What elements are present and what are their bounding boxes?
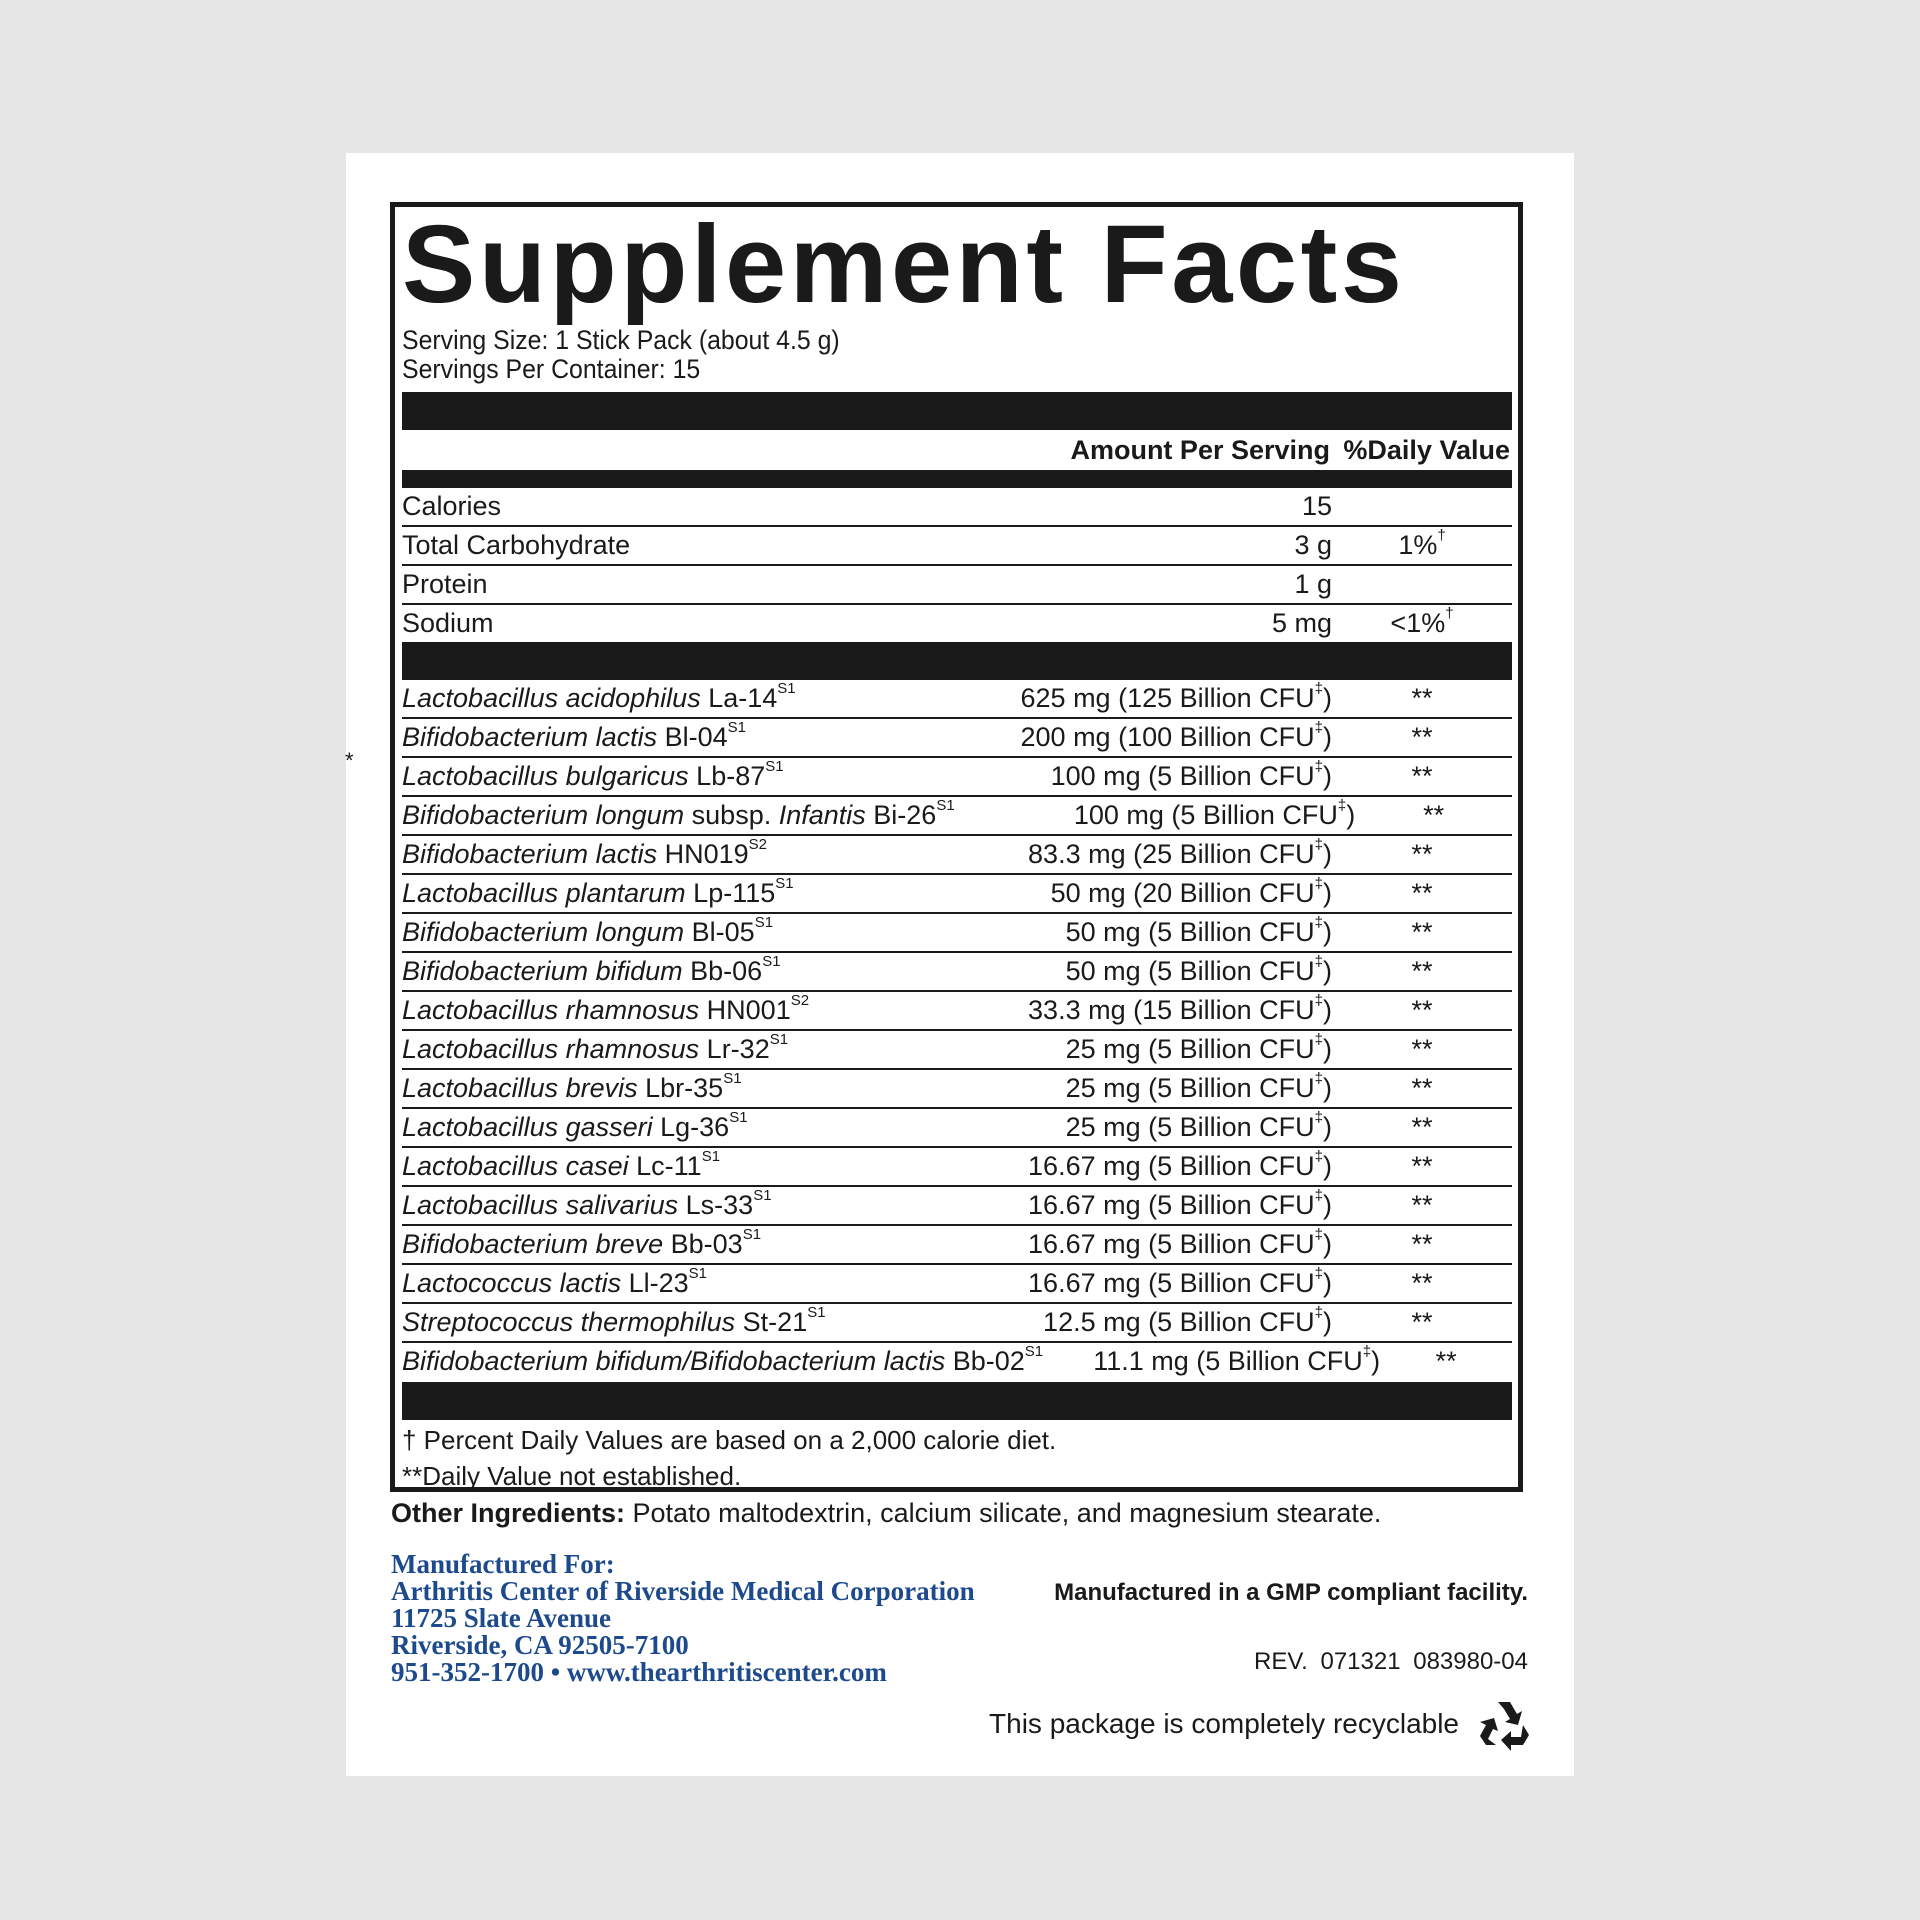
strain-source-mark: S1	[742, 1226, 762, 1243]
cfu-mark: ‡	[1337, 797, 1347, 814]
amount-per-serving-header: Amount Per Serving	[1070, 434, 1330, 465]
probiotic-strain: Lg-36	[652, 1112, 730, 1142]
probiotic-daily-value: **	[1411, 839, 1433, 869]
manufacturer-contact: 951-352-1700 • www.thearthritiscenter.com	[391, 1657, 887, 1687]
closing-paren: )	[1323, 839, 1332, 869]
probiotic-row	[402, 1187, 1512, 1226]
probiotic-species: Lactobacillus casei	[402, 1151, 629, 1181]
probiotic-row	[402, 836, 1512, 875]
probiotic-amount-text: 25 mg (5 Billion CFU	[1065, 1034, 1315, 1064]
cfu-mark: ‡	[1314, 1109, 1323, 1126]
probiotic-amount	[872, 1304, 1332, 1338]
probiotic-strain: Lbr-35	[637, 1073, 724, 1103]
probiotic-name	[402, 1304, 872, 1338]
strain-source-mark: S1	[807, 1304, 826, 1321]
probiotic-species: Bifidobacterium breve	[402, 1229, 664, 1259]
probiotic-amount-text: 11.1 mg (5 Billion CFU	[1093, 1346, 1363, 1376]
strain-source-mark: S1	[777, 680, 796, 697]
probiotic-amount-text: 16.67 mg (5 Billion CFU	[1028, 1151, 1315, 1181]
probiotic-amount-text: 625 mg (125 Billion CFU	[1020, 683, 1315, 713]
footnote-dv-basis: † Percent Daily Values are based on a 2,000 calorie diet.	[402, 1425, 1057, 1455]
closing-paren: )	[1323, 1034, 1332, 1064]
probiotic-strain: Lc-11	[628, 1151, 702, 1181]
probiotic-amount-text: 25 mg (5 Billion CFU	[1065, 1073, 1315, 1103]
manufacturer-name: Arthritis Center of Riverside Medical Corporation	[391, 1576, 975, 1606]
strain-source-mark: S1	[769, 1031, 789, 1048]
nutrient-row	[402, 566, 1512, 605]
closing-paren: )	[1323, 722, 1332, 752]
probiotic-daily-value: **	[1435, 1346, 1457, 1376]
revision-code: REV. 071321 083980-04	[1253, 1648, 1528, 1675]
probiotic-amount	[872, 836, 1332, 870]
cfu-mark: ‡	[1314, 1187, 1323, 1204]
serving-size: Serving Size: 1 Stick Pack (about 4.5 g)	[402, 325, 840, 355]
nutrient-row	[402, 527, 1512, 566]
strain-source-mark: S1	[688, 1265, 708, 1282]
probiotic-name	[402, 1031, 872, 1065]
probiotic-daily-value: **	[1411, 1073, 1433, 1103]
strain-source-mark: S1	[753, 1187, 772, 1204]
closing-paren: )	[1323, 1307, 1332, 1337]
cfu-mark: ‡	[1314, 875, 1323, 892]
panel-title: Supplement Facts	[402, 203, 1406, 326]
probiotic-amount	[872, 992, 1332, 1026]
manufacturer-city: Riverside, CA 92505-7100	[391, 1630, 689, 1660]
nutrient-amount: 3 g	[1294, 530, 1332, 560]
probiotic-amount-text: 100 mg (5 Billion CFU	[1073, 800, 1338, 830]
closing-paren: )	[1323, 1268, 1332, 1298]
stray-asterisk: *	[345, 748, 354, 773]
probiotic-amount-text: 100 mg (5 Billion CFU	[1050, 761, 1315, 791]
strain-source-mark: S1	[936, 797, 955, 814]
nutrient-amount: 1 g	[1294, 569, 1332, 599]
strain-source-mark: S1	[727, 719, 747, 736]
nutrient-name: Total Carbohydrate	[402, 530, 631, 560]
probiotic-name	[402, 914, 872, 948]
nutrient-row	[402, 488, 1512, 527]
cfu-mark: ‡	[1314, 1031, 1323, 1048]
nutrient-list	[402, 488, 1512, 642]
probiotic-strain: Lp-115	[685, 878, 776, 908]
probiotic-daily-value: **	[1411, 878, 1433, 908]
cfu-mark: ‡	[1314, 758, 1323, 775]
probiotic-amount-text: 16.67 mg (5 Billion CFU	[1028, 1190, 1315, 1220]
probiotic-amount	[1043, 1343, 1381, 1377]
probiotic-amount	[872, 953, 1332, 987]
probiotic-strain: Bi-26	[865, 800, 937, 830]
strain-source-mark: S1	[775, 875, 794, 892]
probiotic-species: Bifidobacterium lactis	[402, 839, 658, 869]
manufactured-for-label: Manufactured For:	[391, 1549, 615, 1579]
probiotic-row	[402, 1148, 1512, 1187]
probiotic-strain: Bb-02	[945, 1346, 1025, 1376]
probiotic-species: Lactobacillus bulgaricus	[402, 761, 689, 791]
probiotic-amount	[872, 914, 1332, 948]
cfu-mark: ‡	[1314, 953, 1323, 970]
probiotic-row	[402, 719, 1512, 758]
probiotic-strain: HN019	[657, 839, 749, 869]
probiotic-row	[402, 875, 1512, 914]
cfu-mark: ‡	[1314, 914, 1323, 931]
probiotic-strain: Lr-32	[699, 1034, 770, 1064]
probiotic-row	[402, 1304, 1512, 1343]
probiotic-species: Lactobacillus plantarum	[402, 878, 686, 908]
probiotic-amount	[872, 875, 1332, 909]
probiotic-strain: St-21	[735, 1307, 808, 1337]
cfu-mark: ‡	[1314, 1265, 1323, 1282]
probiotic-amount	[872, 719, 1332, 753]
probiotic-name	[402, 1148, 872, 1182]
probiotic-name	[402, 875, 872, 909]
probiotic-species: Lactobacillus rhamnosus	[402, 995, 700, 1025]
strain-source-mark: S1	[701, 1148, 721, 1165]
probiotic-daily-value: **	[1411, 1034, 1433, 1064]
nutrient-name: Sodium	[402, 608, 494, 638]
probiotic-strain: La-14	[700, 683, 778, 713]
probiotic-daily-value: **	[1411, 683, 1433, 713]
strain-source-mark: S1	[762, 953, 781, 970]
closing-paren: )	[1346, 800, 1356, 830]
strain-source-mark: S1	[754, 914, 774, 931]
probiotic-amount-text: 33.3 mg (15 Billion CFU	[1028, 995, 1315, 1025]
probiotic-name	[402, 680, 872, 714]
probiotic-daily-value: **	[1411, 1190, 1433, 1220]
probiotic-amount-text: 200 mg (100 Billion CFU	[1020, 722, 1315, 752]
probiotic-strain: HN001	[699, 995, 791, 1025]
probiotic-name	[402, 1226, 872, 1260]
servings-per-container: Servings Per Container: 15	[402, 354, 701, 384]
probiotic-strain: Bb-03	[663, 1229, 743, 1259]
probiotic-amount-text: 50 mg (5 Billion CFU	[1065, 956, 1315, 986]
thick-divider	[402, 392, 1512, 430]
dagger-mark: †	[1445, 605, 1454, 622]
cfu-mark: ‡	[1314, 719, 1323, 736]
probiotic-strain: Lb-87	[688, 761, 766, 791]
medium-divider	[402, 470, 1512, 488]
other-ingredients-text: Potato maltodextrin, calcium silicate, and magnesium stearate.	[625, 1498, 1382, 1528]
probiotic-daily-value: **	[1411, 722, 1433, 752]
probiotic-species: Bifidobacterium bifidum	[402, 956, 683, 986]
strain-source-mark: S2	[790, 992, 810, 1009]
probiotic-strain: Ls-33	[678, 1190, 754, 1220]
probiotic-name	[402, 1265, 872, 1299]
probiotic-strain: Bl-05	[684, 917, 755, 947]
closing-paren: )	[1323, 1151, 1332, 1181]
probiotic-amount	[872, 1031, 1332, 1065]
nutrient-name: Calories	[402, 491, 502, 521]
closing-paren: )	[1323, 761, 1332, 791]
probiotic-strain: Ll-23	[621, 1268, 689, 1298]
closing-paren: )	[1323, 878, 1332, 908]
closing-paren: )	[1323, 995, 1332, 1025]
probiotic-species: Lactobacillus rhamnosus	[402, 1034, 700, 1064]
probiotic-species: Streptococcus thermophilus	[402, 1307, 736, 1337]
cfu-mark: ‡	[1314, 1070, 1323, 1087]
cfu-mark: ‡	[1314, 1226, 1323, 1243]
probiotic-amount	[872, 1109, 1332, 1143]
manufacturer-street: 11725 Slate Avenue	[391, 1603, 612, 1633]
probiotic-subspecies: Infantis	[778, 800, 866, 830]
probiotic-amount-text: 12.5 mg (5 Billion CFU	[1043, 1307, 1315, 1337]
probiotic-row	[402, 1265, 1512, 1304]
thick-divider	[402, 1382, 1512, 1420]
probiotic-daily-value: **	[1411, 995, 1433, 1025]
probiotic-name	[402, 1343, 1044, 1377]
nutrient-amount: 15	[1301, 491, 1332, 521]
probiotic-name	[402, 1187, 872, 1221]
dagger-mark: †	[1437, 527, 1446, 544]
nutrient-amount: 5 mg	[1271, 608, 1332, 638]
probiotic-amount-text: 50 mg (5 Billion CFU	[1065, 917, 1315, 947]
nutrient-daily-value: 1%†	[1398, 527, 1446, 560]
strain-source-mark: S1	[765, 758, 784, 775]
probiotic-daily-value: **	[1411, 1268, 1433, 1298]
nutrient-name: Protein	[402, 569, 488, 599]
probiotic-row	[402, 680, 1512, 719]
probiotic-amount	[872, 1187, 1332, 1221]
strain-source-mark: S2	[748, 836, 768, 853]
footnote-dv-not-established: **Daily Value not established.	[402, 1461, 742, 1491]
other-ingredients-label: Other Ingredients:	[391, 1498, 626, 1528]
probiotic-species: Lactobacillus brevis	[402, 1073, 638, 1103]
probiotic-row	[402, 1109, 1512, 1148]
probiotic-strain: Bb-06	[682, 956, 763, 986]
probiotic-amount	[872, 758, 1332, 792]
probiotic-amount	[872, 1070, 1332, 1104]
probiotic-name	[402, 1109, 872, 1143]
probiotic-amount	[872, 680, 1332, 714]
closing-paren: )	[1323, 956, 1332, 986]
supplement-facts-panel	[390, 202, 1523, 1492]
closing-paren: )	[1323, 1229, 1332, 1259]
probiotic-species: Lactobacillus acidophilus	[402, 683, 701, 713]
daily-value-header: %Daily Value	[1343, 434, 1510, 465]
probiotic-name	[402, 1070, 872, 1104]
probiotic-amount-text: 16.67 mg (5 Billion CFU	[1028, 1229, 1315, 1259]
closing-paren: )	[1323, 1073, 1332, 1103]
cfu-mark: ‡	[1314, 1304, 1323, 1321]
closing-paren: )	[1323, 917, 1332, 947]
probiotic-amount-text: 50 mg (20 Billion CFU	[1050, 878, 1315, 908]
cfu-mark: ‡	[1314, 992, 1323, 1009]
probiotic-amount-text: 83.3 mg (25 Billion CFU	[1028, 839, 1315, 869]
column-header	[402, 430, 1512, 470]
probiotic-daily-value: **	[1411, 761, 1433, 791]
thick-divider	[402, 642, 1512, 680]
recycle-icon	[1476, 1696, 1532, 1752]
probiotic-species: Bifidobacterium lactis	[402, 722, 658, 752]
cfu-mark: ‡	[1314, 836, 1323, 853]
probiotic-name	[402, 758, 872, 792]
probiotic-amount	[955, 797, 1356, 831]
probiotic-amount-text: 25 mg (5 Billion CFU	[1065, 1112, 1315, 1142]
probiotic-subspecies-label: subsp.	[684, 800, 779, 830]
closing-paren: )	[1323, 683, 1332, 713]
other-ingredients	[391, 1498, 1381, 1529]
probiotic-daily-value: **	[1411, 917, 1433, 947]
probiotic-amount	[872, 1148, 1332, 1182]
probiotic-name	[402, 719, 872, 753]
probiotic-daily-value: **	[1411, 956, 1433, 986]
probiotic-species: Lactococcus lactis	[402, 1268, 622, 1298]
manufacturer-block	[391, 1551, 975, 1686]
probiotic-amount	[872, 1226, 1332, 1260]
strain-source-mark: S1	[729, 1109, 748, 1126]
probiotic-species: Lactobacillus salivarius	[402, 1190, 679, 1220]
cfu-mark: ‡	[1314, 1148, 1323, 1165]
probiotic-daily-value: **	[1411, 1307, 1433, 1337]
cfu-mark: ‡	[1362, 1343, 1372, 1360]
strain-source-mark: S1	[723, 1070, 742, 1087]
probiotic-row	[402, 1070, 1512, 1109]
probiotic-name	[402, 992, 872, 1026]
probiotic-daily-value: **	[1423, 800, 1445, 830]
probiotic-species: Bifidobacterium longum	[402, 800, 685, 830]
probiotic-species: Bifidobacterium longum	[402, 917, 685, 947]
probiotic-amount	[872, 1265, 1332, 1299]
cfu-mark: ‡	[1314, 680, 1323, 697]
probiotic-row	[402, 1226, 1512, 1265]
closing-paren: )	[1323, 1112, 1332, 1142]
probiotic-species: Bifidobacterium bifidum/Bifidobacterium lactis	[402, 1346, 946, 1376]
probiotic-row	[402, 914, 1512, 953]
probiotic-species: Lactobacillus gasseri	[402, 1112, 653, 1142]
closing-paren: )	[1371, 1346, 1381, 1376]
probiotic-row	[402, 992, 1512, 1031]
probiotic-row	[402, 953, 1512, 992]
probiotic-row	[402, 1343, 1512, 1380]
strain-source-mark: S1	[1024, 1343, 1044, 1360]
gmp-statement: Manufactured in a GMP compliant facility.	[1054, 1579, 1528, 1606]
probiotic-daily-value: **	[1411, 1151, 1433, 1181]
probiotic-row	[402, 758, 1512, 797]
probiotic-name	[402, 836, 872, 870]
probiotic-daily-value: **	[1411, 1229, 1433, 1259]
probiotic-list	[402, 680, 1512, 1380]
probiotic-name	[402, 797, 955, 831]
probiotic-amount-text: 16.67 mg (5 Billion CFU	[1028, 1268, 1315, 1298]
recyclable-statement: This package is completely recyclable	[989, 1708, 1459, 1739]
nutrient-daily-value: <1%†	[1390, 605, 1454, 638]
probiotic-daily-value: **	[1411, 1112, 1433, 1142]
probiotic-row	[402, 797, 1512, 836]
probiotic-strain: Bl-04	[657, 722, 728, 752]
probiotic-row	[402, 1031, 1512, 1070]
nutrient-row	[402, 605, 1512, 642]
probiotic-name	[402, 953, 872, 987]
closing-paren: )	[1323, 1190, 1332, 1220]
